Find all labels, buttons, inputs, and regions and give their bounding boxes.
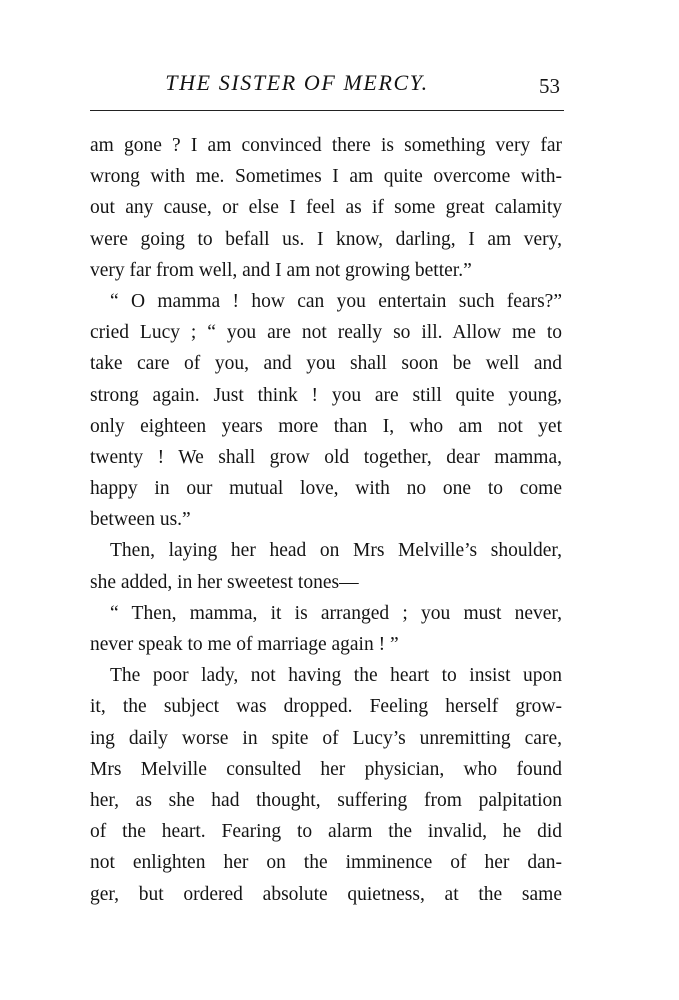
- text-line: not enlighten her on the imminence of her dan-: [90, 852, 562, 874]
- text-line: between us.”: [90, 509, 191, 531]
- text-line: never speak to me of marriage again ! ”: [90, 634, 399, 655]
- text-line: out any cause, or else I feel as if some great calamity: [90, 197, 562, 219]
- text-line: “ Then, mamma, it is arranged ; you must never,: [110, 602, 562, 624]
- text-line: Then, laying her head on Mrs Melville’s shoulder,: [110, 540, 562, 562]
- text-line: “ O mamma ! how can you entertain such fears?”: [110, 290, 562, 312]
- text-line: it, the subject was dropped. Feeling herself grow-: [90, 696, 562, 718]
- text-line: her, as she had thought, suffering from palpitation: [90, 789, 562, 811]
- text-line: very far from well, and I am not growing better.”: [90, 259, 472, 281]
- text-line: she added, in her sweetest tones—: [90, 571, 359, 593]
- text-line: ger, but ordered absolute quietness, at the same: [90, 883, 562, 905]
- text-line: only eighteen years more than I, who am not yet: [90, 415, 562, 437]
- text-line: of the heart. Fearing to alarm the invalid, he did: [90, 821, 562, 843]
- body-text: [90, 130, 562, 910]
- text-line: The poor lady, not having the heart to insist upon: [110, 665, 562, 687]
- text-line: strong again. Just think ! you are still quite young,: [90, 384, 562, 406]
- running-head: [90, 70, 564, 102]
- text-line: were going to befall us. I know, darling, I am very,: [90, 228, 562, 250]
- text-line: cried Lucy ; “ you are not really so ill. Allow me to: [90, 322, 562, 344]
- page-number: 53: [539, 74, 560, 98]
- text-line: twenty ! We shall grow old together, dear mamma,: [90, 446, 562, 468]
- text-line: Mrs Melville consulted her physician, who found: [90, 758, 562, 780]
- header-rule: [90, 110, 564, 111]
- running-title: THE SISTER OF MERCY.: [165, 70, 429, 95]
- text-line: happy in our mutual love, with no one to come: [90, 478, 562, 500]
- text-line: wrong with me. Sometimes I am quite overcome with-: [90, 166, 562, 188]
- text-line: take care of you, and you shall soon be well and: [90, 353, 562, 375]
- text-line: ing daily worse in spite of Lucy’s unremitting care,: [90, 727, 562, 749]
- text-line: am gone ? I am convinced there is something very far: [90, 135, 562, 156]
